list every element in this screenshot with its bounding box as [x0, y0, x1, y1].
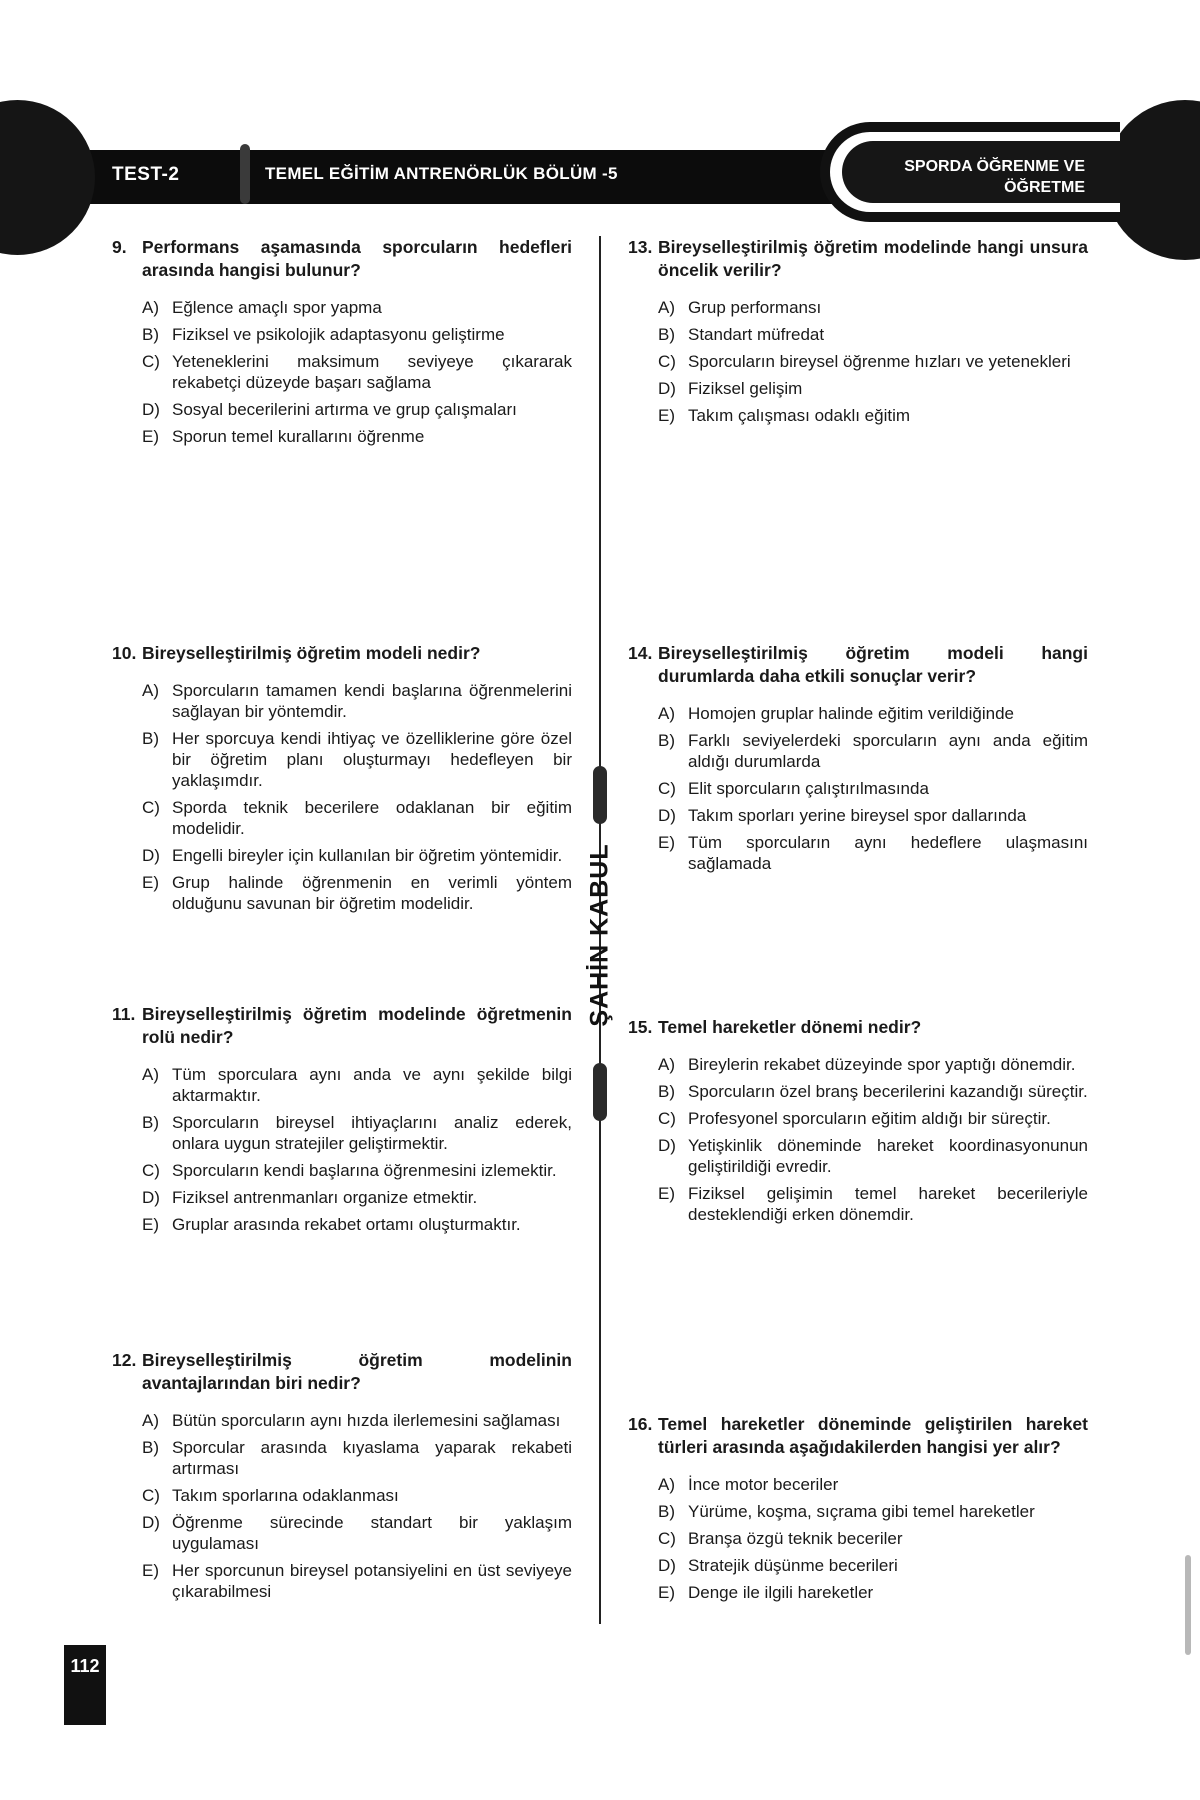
option-letter: E): [658, 406, 675, 425]
options-list: [628, 1054, 1088, 1225]
option-text: Fiziksel gelişim: [688, 379, 803, 398]
option-letter: E): [142, 1561, 159, 1580]
option-b: [658, 730, 1088, 772]
option-b: [658, 1081, 1088, 1102]
divider-pill-top: [593, 766, 607, 824]
chapter-title: TEMEL EĞİTİM ANTRENÖRLÜK BÖLÜM -5: [265, 164, 618, 183]
option-letter: B): [142, 729, 159, 748]
option-a: [142, 297, 572, 318]
option-text: Sporda teknik becerilere odaklanan bir eğitim modelidir.: [172, 798, 572, 838]
option-text: Eğlence amaçlı spor yapma: [172, 298, 382, 317]
option-letter: C): [658, 779, 676, 798]
option-letter: C): [142, 1486, 160, 1505]
option-a: [658, 703, 1088, 724]
question-number: 16.: [628, 1414, 653, 1434]
option-a: [658, 1474, 1088, 1495]
option-c: [142, 1485, 572, 1506]
question-14: [628, 642, 1088, 880]
header-separator: [240, 144, 250, 204]
option-letter: C): [142, 1161, 160, 1180]
question-number: 14.: [628, 643, 653, 663]
question-text: Bireyselleştirilmiş öğretim modeli hangi durumlarda daha etkili sonuçlar verir?: [658, 643, 1088, 686]
option-a: [142, 1410, 572, 1431]
option-letter: D): [142, 1513, 160, 1532]
question-text: Bireyselleştirilmiş öğretim modeli nedir?: [142, 643, 481, 663]
options-list: [628, 1474, 1088, 1603]
question-stem: [112, 1349, 572, 1395]
option-text: Homojen gruplar halinde eğitim verildiğinde: [688, 704, 1015, 723]
option-text: Fiziksel antrenmanları organize etmektir.: [172, 1188, 478, 1207]
option-b: [142, 1112, 572, 1154]
option-letter: E): [142, 873, 159, 892]
option-c: [142, 797, 572, 839]
option-e: [142, 1214, 572, 1235]
option-text: Sporcuların kendi başlarına öğrenmesini izlemektir.: [172, 1161, 557, 1180]
options-list: [628, 703, 1088, 874]
option-d: [142, 1187, 572, 1208]
option-letter: D): [658, 1556, 676, 1575]
options-list: [112, 1410, 572, 1602]
question-text: Bireyselleştirilmiş öğretim modelinde öğretmenin rolü nedir?: [142, 1004, 572, 1047]
question-stem: [628, 1016, 1088, 1039]
option-text: Stratejik düşünme becerileri: [688, 1556, 898, 1575]
option-c: [658, 1108, 1088, 1129]
option-letter: A): [658, 704, 675, 723]
scrollbar-thumb[interactable]: [1185, 1555, 1191, 1655]
option-letter: D): [658, 806, 676, 825]
option-c: [658, 778, 1088, 799]
question-12: [112, 1349, 572, 1608]
option-text: Yürüme, koşma, sıçrama gibi temel hareketler: [688, 1502, 1035, 1521]
option-letter: B): [658, 1082, 675, 1101]
question-text: Bireyselleştirilmiş öğretim modelinin avantajlarından biri nedir?: [142, 1350, 572, 1393]
question-text: Temel hareketler dönemi nedir?: [658, 1017, 922, 1037]
option-letter: B): [142, 1113, 159, 1132]
topic-title-line1: SPORDA ÖĞRENME VE: [904, 158, 1085, 175]
question-number: 15.: [628, 1017, 653, 1037]
option-text: Farklı seviyelerdeki sporcuların aynı anda eğitim aldığı durumlarda: [688, 731, 1088, 771]
page-number: 112: [70, 1656, 100, 1676]
option-letter: E): [658, 1583, 675, 1602]
option-letter: A): [142, 298, 159, 317]
option-letter: D): [142, 846, 160, 865]
options-list: [112, 1064, 572, 1235]
option-c: [658, 1528, 1088, 1549]
option-letter: D): [142, 1188, 160, 1207]
option-letter: E): [142, 1215, 159, 1234]
question-13: [628, 236, 1088, 432]
question-number: 10.: [112, 643, 137, 663]
option-letter: A): [142, 1065, 159, 1084]
option-text: Sosyal becerilerini artırma ve grup çalışmaları: [172, 400, 517, 419]
option-text: Takım sporlarına odaklanması: [172, 1486, 399, 1505]
option-d: [142, 399, 572, 420]
option-text: Sporcuların tamamen kendi başlarına öğrenmelerini sağlayan bir yöntemdir.: [172, 681, 572, 721]
option-text: Takım çalışması odaklı eğitim: [688, 406, 911, 425]
option-a: [142, 1064, 572, 1106]
option-text: Engelli bireyler için kullanılan bir öğretim yöntemidir.: [172, 846, 563, 865]
option-letter: A): [658, 298, 675, 317]
question-number: 12.: [112, 1350, 137, 1370]
option-text: Standart müfredat: [688, 325, 825, 344]
option-letter: D): [142, 400, 160, 419]
option-text: Gruplar arasında rekabet ortamı oluşturmaktır.: [172, 1215, 521, 1234]
options-list: [112, 680, 572, 914]
option-text: Bütün sporcuların aynı hızda ilerlemesini sağlaması: [172, 1411, 561, 1430]
option-c: [658, 351, 1088, 372]
option-text: Profesyonel sporcuların eğitim aldığı bir süreçtir.: [688, 1109, 1051, 1128]
option-c: [142, 1160, 572, 1181]
options-list: [628, 297, 1088, 426]
option-d: [658, 1135, 1088, 1177]
option-letter: C): [142, 352, 160, 371]
option-letter: A): [658, 1055, 675, 1074]
option-text: Sporcular arasında kıyaslama yaparak rekabeti artırması: [172, 1438, 572, 1478]
option-d: [658, 378, 1088, 399]
question-text: Performans aşamasında sporcuların hedefleri arasında hangisi bulunur?: [142, 237, 572, 280]
option-letter: B): [658, 731, 675, 750]
question-stem: [628, 642, 1088, 688]
option-letter: B): [658, 325, 675, 344]
option-text: Sporcuların bireysel öğrenme hızları ve yetenekleri: [688, 352, 1071, 371]
option-e: [658, 832, 1088, 874]
option-text: Her sporcunun bireysel potansiyelini en üst seviyeye çıkarabilmesi: [172, 1561, 572, 1601]
option-text: Branşa özgü teknik beceriler: [688, 1529, 903, 1548]
option-text: Fiziksel ve psikolojik adaptasyonu geliştirme: [172, 325, 505, 344]
option-letter: D): [658, 379, 676, 398]
option-text: Grup performansı: [688, 298, 822, 317]
option-text: Sporcuların bireysel ihtiyaçlarını analiz ederek, onlara uygun stratejiler geliştirmektir.: [172, 1113, 572, 1153]
option-e: [658, 1183, 1088, 1225]
question-stem: [628, 1413, 1088, 1459]
option-letter: E): [658, 833, 675, 852]
option-a: [658, 1054, 1088, 1075]
option-letter: A): [142, 681, 159, 700]
option-letter: A): [142, 1411, 159, 1430]
question-text: Temel hareketler döneminde geliştirilen hareket türleri arasında aşağıdakilerden hangisi yer alır?: [658, 1414, 1088, 1457]
option-text: Denge ile ilgili hareketler: [688, 1583, 874, 1602]
divider-pill-bottom: [593, 1063, 607, 1121]
option-a: [142, 680, 572, 722]
option-letter: B): [142, 325, 159, 344]
option-letter: B): [142, 1438, 159, 1457]
option-b: [142, 728, 572, 791]
option-letter: C): [658, 352, 676, 371]
question-stem: [112, 1003, 572, 1049]
option-text: Tüm sporculara aynı anda ve aynı şekilde bilgi aktarmaktır.: [172, 1065, 572, 1105]
option-d: [142, 845, 572, 866]
question-text: Bireyselleştirilmiş öğretim modelinde hangi unsura öncelik verilir?: [658, 237, 1088, 280]
author-watermark: ŞAHİN KABUL: [585, 843, 614, 1027]
option-text: Elit sporcuların çalıştırılmasında: [688, 779, 929, 798]
option-b: [142, 1437, 572, 1479]
option-text: Grup halinde öğrenmenin en verimli yöntem olduğunu savunan bir öğretim modelidir.: [172, 873, 572, 913]
question-number: 11.: [112, 1004, 136, 1024]
option-d: [658, 1555, 1088, 1576]
topic-title-line2: ÖĞRETME: [1004, 179, 1085, 196]
option-e: [142, 1560, 572, 1602]
question-16: [628, 1413, 1088, 1609]
option-text: Bireylerin rekabet düzeyinde spor yaptığı dönemdir.: [688, 1055, 1076, 1074]
question-number: 13.: [628, 237, 653, 257]
option-text: Fiziksel gelişimin temel hareket becerileriyle desteklendiği erken dönemdir.: [688, 1184, 1088, 1224]
question-stem: [628, 236, 1088, 282]
option-text: Sporun temel kurallarını öğrenme: [172, 427, 425, 446]
option-b: [658, 1501, 1088, 1522]
option-text: Her sporcuya kendi ihtiyaç ve özelliklerine göre özel bir öğretim planı oluşturmayı hedefleyen bir yaklaşımdır.: [172, 729, 572, 790]
option-letter: A): [658, 1475, 675, 1494]
option-c: [142, 351, 572, 393]
option-letter: C): [142, 798, 160, 817]
option-letter: C): [658, 1109, 676, 1128]
question-15: [628, 1016, 1088, 1231]
option-text: Yetişkinlik döneminde hareket koordinasyonunun geliştirildiği evredir.: [688, 1136, 1088, 1176]
question-stem: [112, 642, 572, 665]
option-d: [142, 1512, 572, 1554]
question-number: 9.: [112, 237, 127, 257]
option-text: Öğrenme sürecinde standart bir yaklaşım uygulaması: [172, 1513, 572, 1553]
option-e: [658, 405, 1088, 426]
question-10: [112, 642, 572, 920]
option-letter: D): [658, 1136, 676, 1155]
option-b: [658, 324, 1088, 345]
option-text: Tüm sporcuların aynı hedeflere ulaşmasını sağlamada: [688, 833, 1088, 873]
question-9: [112, 236, 572, 453]
option-letter: C): [658, 1529, 676, 1548]
option-b: [142, 324, 572, 345]
option-e: [142, 426, 572, 447]
option-e: [658, 1582, 1088, 1603]
option-a: [658, 297, 1088, 318]
option-text: Takım sporları yerine bireysel spor dallarında: [688, 806, 1027, 825]
option-text: İnce motor beceriler: [688, 1475, 839, 1494]
option-letter: E): [142, 427, 159, 446]
options-list: [112, 297, 572, 447]
option-d: [658, 805, 1088, 826]
question-11: [112, 1003, 572, 1241]
option-e: [142, 872, 572, 914]
question-stem: [112, 236, 572, 282]
option-text: Sporcuların özel branş becerilerini kazandığı süreçtir.: [688, 1082, 1088, 1101]
option-text: Yeteneklerini maksimum seviyeye çıkararak rekabetçi düzeyde başarı sağlama: [172, 352, 572, 392]
option-letter: E): [658, 1184, 675, 1203]
topic-title: [870, 156, 1085, 198]
option-letter: B): [658, 1502, 675, 1521]
test-label: TEST-2: [112, 164, 180, 185]
